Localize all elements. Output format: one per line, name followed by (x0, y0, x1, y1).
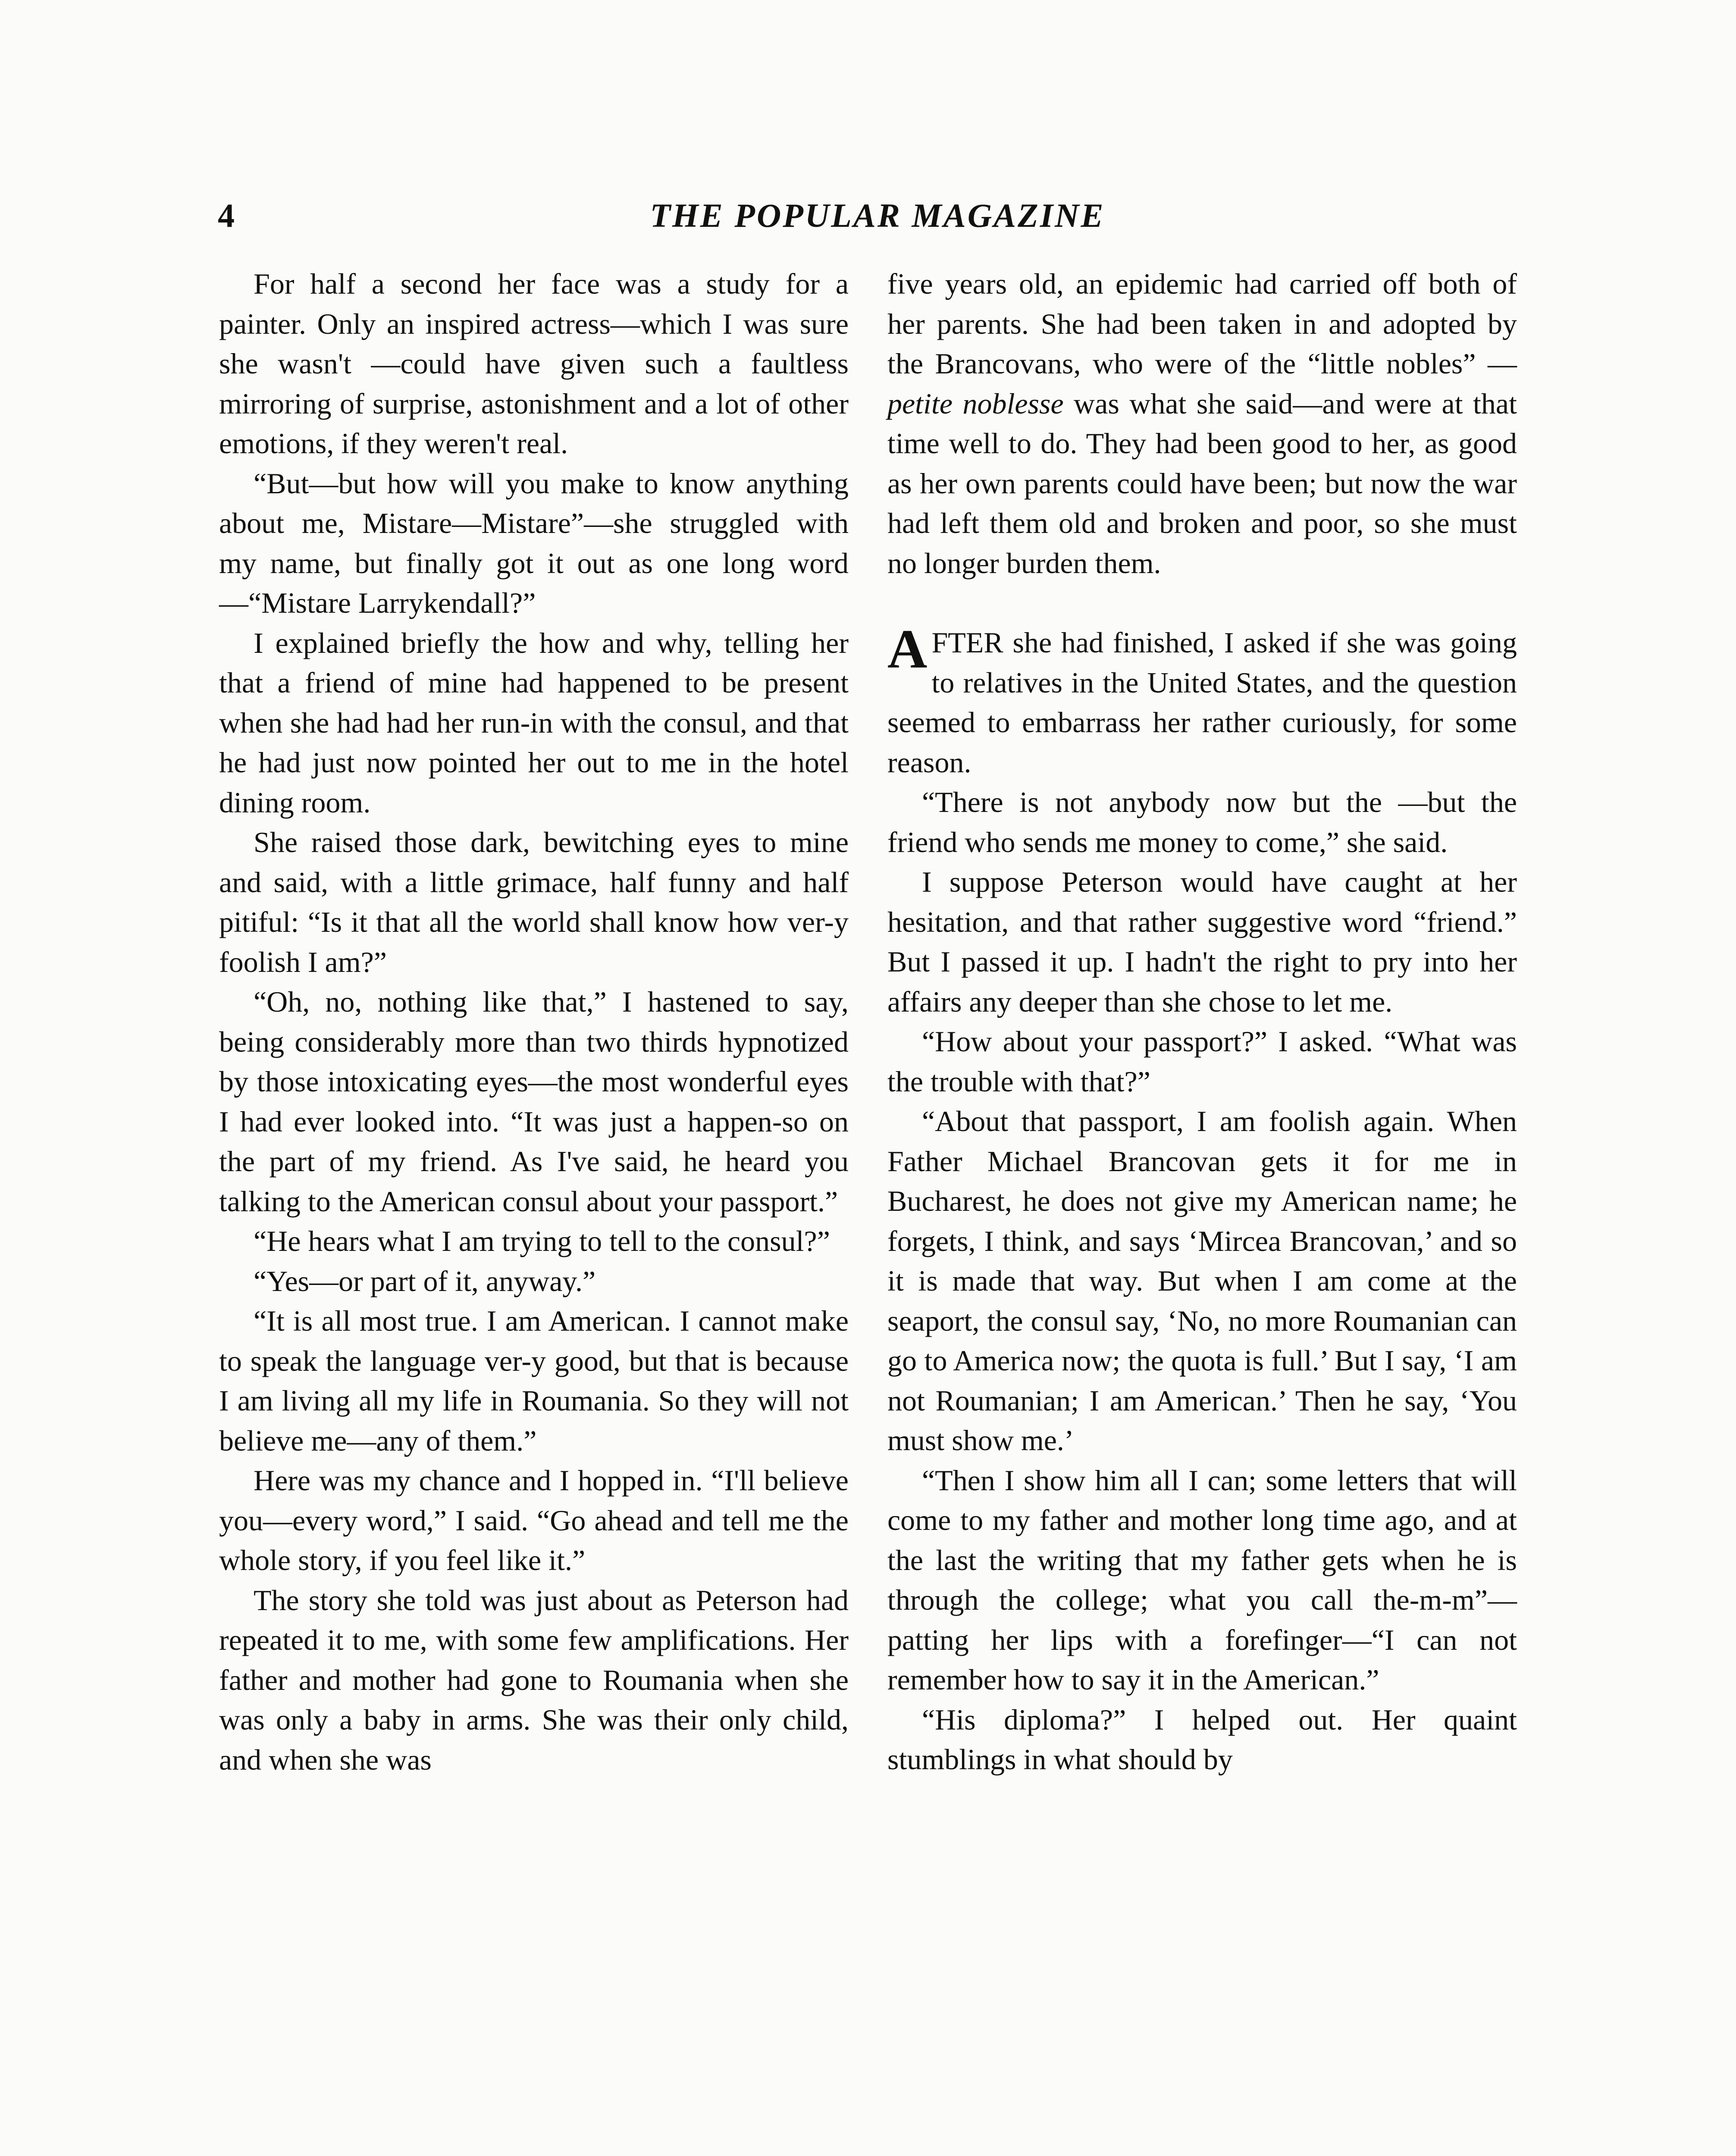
running-head: THE POPULAR MAGAZINE (650, 197, 1105, 234)
paragraph: “About that passport, I am foolish again. When Father Michael Brancovan gets it for me in Bucharest, he does not give my American name; he forgets, I think, and says ‘Mircea Brancovan,’ and so it is made that way. But when I am come at the seaport, the consul say, ‘No, no more Roumanian can go to America now; the quota is full.’ But I say, ‘I am not Roumanian; I am American.’ Then he say, ‘You must show me.’ (887, 1105, 1517, 1457)
paragraph: “There is not anybody now but the —but the friend who sends me money to come,” she said. (887, 786, 1517, 859)
paragraph: I explained briefly the how and why, telling her that a friend of mine had happened to be present when she had had her run-in with the consul, and that he had just now pointed her out to me in the hotel dining room. (219, 626, 849, 819)
paragraph: “How about your passport?” I asked. “What was the trouble with that?” (887, 1025, 1517, 1098)
right-column (887, 264, 1517, 1780)
paragraph: “Oh, no, nothing like that,” I hastened to say, being considerably more than two thirds hypnotized by those intoxicating eyes—the most wonderful eyes I had ever looked into. “It was just a happen-so on the part of my friend. As I've said, he heard you talking to the American consul about your passport.” (219, 985, 849, 1218)
paragraph: I suppose Peterson would have caught at her hesitation, and that rather suggestive word “friend.” But I passed it up. I hadn't the right to pry into her affairs any deeper than she chose to let me. (887, 865, 1517, 1018)
continuation-rest: was what she said—and were at that time well to do. They had been good to her, as good as her own parents could have been; but now the war had left them old and broken and poor, so she must no longer burden them. (887, 387, 1517, 580)
page-header (218, 190, 1537, 241)
section-opening-text: FTER she had finished, I asked if she was going to relatives in the United States, and the question seemed to embarrass her rather curiously, for some reason. (887, 626, 1517, 779)
section-opening-paragraph (887, 618, 1517, 782)
paragraph: She raised those dark, bewitching eyes to mine and said, with a little grimace, half funny and half pitiful: “Is it that all the world shall know how ver-y foolish I am?” (219, 826, 849, 978)
paragraph: “He hears what I am trying to tell to the consul?” (254, 1225, 830, 1257)
paragraph: “Yes—or part of it, anyway.” (254, 1264, 596, 1297)
page-number: 4 (218, 197, 235, 234)
drop-cap: A (887, 618, 928, 680)
continuation-text: five years old, an epidemic had carried off both of her parents. She had been taken in and adopted by the Brancovans, who were of the “little nobles” (887, 267, 1517, 380)
paragraph: For half a second her face was a study for a painter. Only an inspired actress—which I was sure she wasn't —could have given such a faultless mirroring of surprise, astonishment and a lot of other emotions, if they weren't real. (219, 267, 849, 460)
continuation-paragraph: five years old, an epidemic had carried off both of her parents. She had been taken in and adopted by the Brancovans, who were of the “little nobles” —petite noblesse was what she said—and were at that time well to do. They had been good to her, as good as her own parents could have been; but now the war had left them old and broken and poor, so she must no longer burden them. (887, 267, 1517, 580)
section-break (887, 583, 1517, 623)
paragraph: “But—but how will you make to know anything about me, Mistare—Mistare”—she struggled with my name, but finally got it out as one long word —“Mistare Larrykendall?” (219, 467, 849, 619)
paragraph: The story she told was just about as Peterson had repeated it to me, with some few amplifications. Her father and mother had gone to Roumania when she was only a baby in arms. She was their only child, and when she was (219, 1583, 849, 1776)
italic-phrase: petite noblesse (887, 387, 1064, 420)
paragraph: “Then I show him all I can; some letters that will come to my father and mother long time ago, and at the last the writing that my father gets when he is through the college; what you call the-m-m”—patting her lips with a forefinger—“I can not remember how to say it in the American.” (887, 1463, 1517, 1696)
left-column (219, 264, 849, 1780)
paragraph: “His diploma?” I helped out. Her quaint stumblings in what should by (887, 1703, 1517, 1776)
paragraph: Here was my chance and I hopped in. “I'll believe you—every word,” I said. “Go ahead and tell me the whole story, if you feel like it.” (219, 1464, 849, 1576)
paragraph: “It is all most true. I am American. I cannot make to speak the language ver-y good, but that is because I am living all my life in Roumania. So they will not believe me—any of them.” (219, 1304, 849, 1457)
